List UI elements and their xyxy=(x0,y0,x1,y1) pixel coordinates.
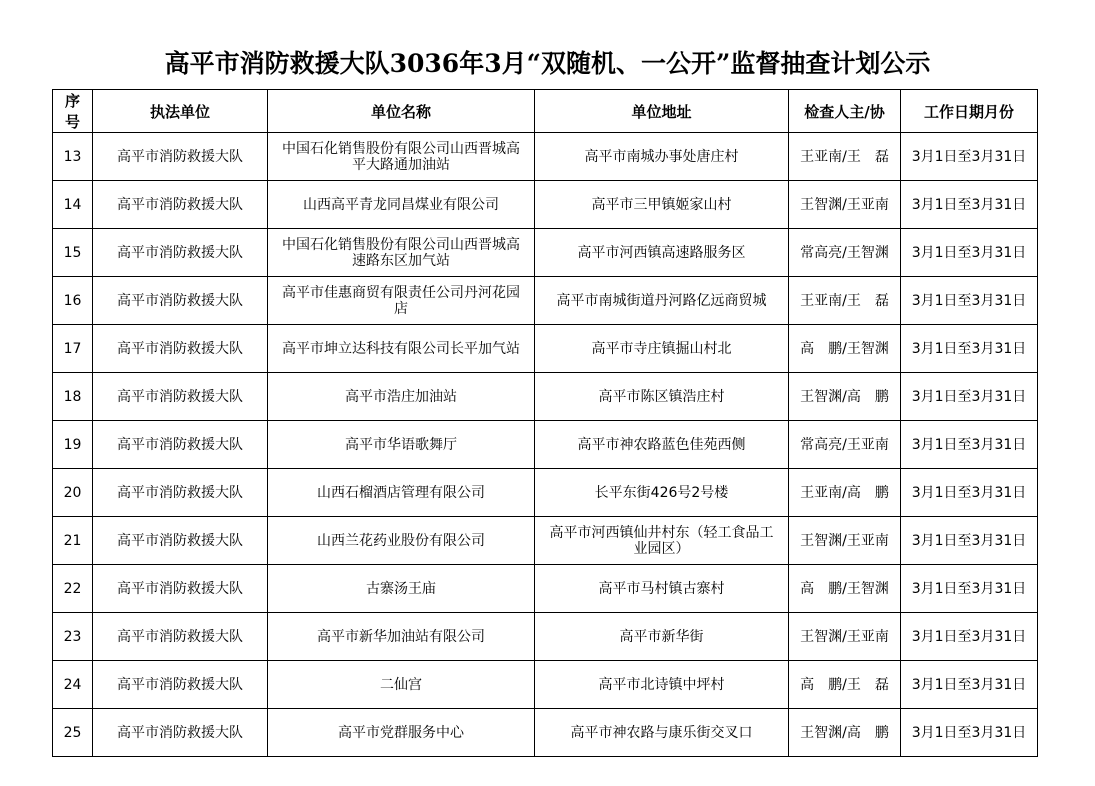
cell-agency: 高平市消防救援大队 xyxy=(93,613,268,661)
cell-inspectors: 王智渊/王亚南 xyxy=(789,181,901,229)
cell-no: 15 xyxy=(53,229,93,277)
document-title: 高平市消防救援大队3036年3月“双随机、一公开”监督抽查计划公示 xyxy=(164,49,931,78)
cell-address: 高平市河西镇高速路服务区 xyxy=(535,229,789,277)
cell-period: 3月1日至3月31日 xyxy=(901,613,1038,661)
cell-address: 高平市寺庄镇掘山村北 xyxy=(535,325,789,373)
cell-inspectors: 王智渊/王亚南 xyxy=(789,517,901,565)
table-row xyxy=(53,517,1038,565)
cell-agency: 高平市消防救援大队 xyxy=(93,565,268,613)
table-row xyxy=(53,181,1038,229)
table-row xyxy=(53,613,1038,661)
cell-name: 高平市坤立达科技有限公司长平加气站 xyxy=(268,325,535,373)
cell-period: 3月1日至3月31日 xyxy=(901,565,1038,613)
cell-no: 17 xyxy=(53,325,93,373)
cell-inspectors: 王智渊/高 鹏 xyxy=(789,709,901,757)
cell-no: 21 xyxy=(53,517,93,565)
cell-address: 高平市南城办事处唐庄村 xyxy=(535,133,789,181)
cell-agency: 高平市消防救援大队 xyxy=(93,421,268,469)
cell-period: 3月1日至3月31日 xyxy=(901,661,1038,709)
cell-name: 中国石化销售股份有限公司山西晋城高平大路通加油站 xyxy=(268,133,535,181)
cell-name: 古寨汤王庙 xyxy=(268,565,535,613)
cell-agency: 高平市消防救援大队 xyxy=(93,709,268,757)
cell-period: 3月1日至3月31日 xyxy=(901,133,1038,181)
cell-inspectors: 高 鹏/王智渊 xyxy=(789,565,901,613)
cell-name: 中国石化销售股份有限公司山西晋城高速路东区加气站 xyxy=(268,229,535,277)
cell-no: 16 xyxy=(53,277,93,325)
table-row xyxy=(53,373,1038,421)
cell-address: 高平市神农路蓝色佳苑西侧 xyxy=(535,421,789,469)
cell-no: 14 xyxy=(53,181,93,229)
cell-agency: 高平市消防救援大队 xyxy=(93,229,268,277)
cell-address: 高平市陈区镇浩庄村 xyxy=(535,373,789,421)
cell-address: 高平市南城街道丹河路亿远商贸城 xyxy=(535,277,789,325)
cell-address: 高平市神农路与康乐街交叉口 xyxy=(535,709,789,757)
cell-inspectors: 王智渊/王亚南 xyxy=(789,613,901,661)
table-row xyxy=(53,421,1038,469)
cell-no: 22 xyxy=(53,565,93,613)
table-row xyxy=(53,229,1038,277)
cell-name: 高平市新华加油站有限公司 xyxy=(268,613,535,661)
cell-agency: 高平市消防救援大队 xyxy=(93,661,268,709)
col-header-address: 单位地址 xyxy=(535,90,789,133)
table-row xyxy=(53,133,1038,181)
col-header-inspectors: 检查人主/协 xyxy=(789,90,901,133)
cell-name: 山西石榴酒店管理有限公司 xyxy=(268,469,535,517)
cell-name: 二仙宫 xyxy=(268,661,535,709)
table-body xyxy=(53,133,1038,757)
cell-name: 高平市华语歌舞厅 xyxy=(268,421,535,469)
cell-agency: 高平市消防救援大队 xyxy=(93,277,268,325)
cell-agency: 高平市消防救援大队 xyxy=(93,469,268,517)
cell-no: 24 xyxy=(53,661,93,709)
cell-inspectors: 常高亮/王亚南 xyxy=(789,421,901,469)
cell-period: 3月1日至3月31日 xyxy=(901,277,1038,325)
cell-inspectors: 高 鹏/王 磊 xyxy=(789,661,901,709)
cell-inspectors: 王智渊/高 鹏 xyxy=(789,373,901,421)
cell-agency: 高平市消防救援大队 xyxy=(93,133,268,181)
col-header-no: 序号 xyxy=(53,90,93,133)
cell-agency: 高平市消防救援大队 xyxy=(93,181,268,229)
header-row xyxy=(53,90,1038,133)
cell-no: 20 xyxy=(53,469,93,517)
cell-period: 3月1日至3月31日 xyxy=(901,181,1038,229)
cell-inspectors: 王亚南/王 磊 xyxy=(789,133,901,181)
cell-inspectors: 王亚南/王 磊 xyxy=(789,277,901,325)
cell-name: 高平市浩庄加油站 xyxy=(268,373,535,421)
cell-period: 3月1日至3月31日 xyxy=(901,325,1038,373)
cell-period: 3月1日至3月31日 xyxy=(901,517,1038,565)
cell-agency: 高平市消防救援大队 xyxy=(93,325,268,373)
cell-period: 3月1日至3月31日 xyxy=(901,709,1038,757)
cell-no: 25 xyxy=(53,709,93,757)
cell-address: 高平市新华街 xyxy=(535,613,789,661)
cell-period: 3月1日至3月31日 xyxy=(901,373,1038,421)
cell-no: 19 xyxy=(53,421,93,469)
cell-inspectors: 高 鹏/王智渊 xyxy=(789,325,901,373)
col-header-agency: 执法单位 xyxy=(93,90,268,133)
cell-period: 3月1日至3月31日 xyxy=(901,469,1038,517)
cell-inspectors: 常高亮/王智渊 xyxy=(789,229,901,277)
cell-no: 23 xyxy=(53,613,93,661)
inspection-plan-table xyxy=(52,89,1038,757)
cell-inspectors: 王亚南/高 鹏 xyxy=(789,469,901,517)
table-row xyxy=(53,709,1038,757)
cell-address: 长平东街426号2号楼 xyxy=(535,469,789,517)
cell-no: 18 xyxy=(53,373,93,421)
table-row xyxy=(53,469,1038,517)
col-header-period: 工作日期月份 xyxy=(901,90,1038,133)
table-row xyxy=(53,277,1038,325)
cell-address: 高平市河西镇仙井村东（轻工食品工业园区） xyxy=(535,517,789,565)
cell-period: 3月1日至3月31日 xyxy=(901,229,1038,277)
cell-agency: 高平市消防救援大队 xyxy=(93,373,268,421)
cell-period: 3月1日至3月31日 xyxy=(901,421,1038,469)
cell-address: 高平市北诗镇中坪村 xyxy=(535,661,789,709)
table-row xyxy=(53,661,1038,709)
table-row xyxy=(53,565,1038,613)
cell-address: 高平市马村镇古寨村 xyxy=(535,565,789,613)
cell-name: 高平市佳惠商贸有限责任公司丹河花园店 xyxy=(268,277,535,325)
cell-name: 山西兰花药业股份有限公司 xyxy=(268,517,535,565)
table-row xyxy=(53,325,1038,373)
cell-no: 13 xyxy=(53,133,93,181)
cell-name: 山西高平青龙同昌煤业有限公司 xyxy=(268,181,535,229)
cell-agency: 高平市消防救援大队 xyxy=(93,517,268,565)
cell-name: 高平市党群服务中心 xyxy=(268,709,535,757)
cell-address: 高平市三甲镇姬家山村 xyxy=(535,181,789,229)
col-header-name: 单位名称 xyxy=(268,90,535,133)
